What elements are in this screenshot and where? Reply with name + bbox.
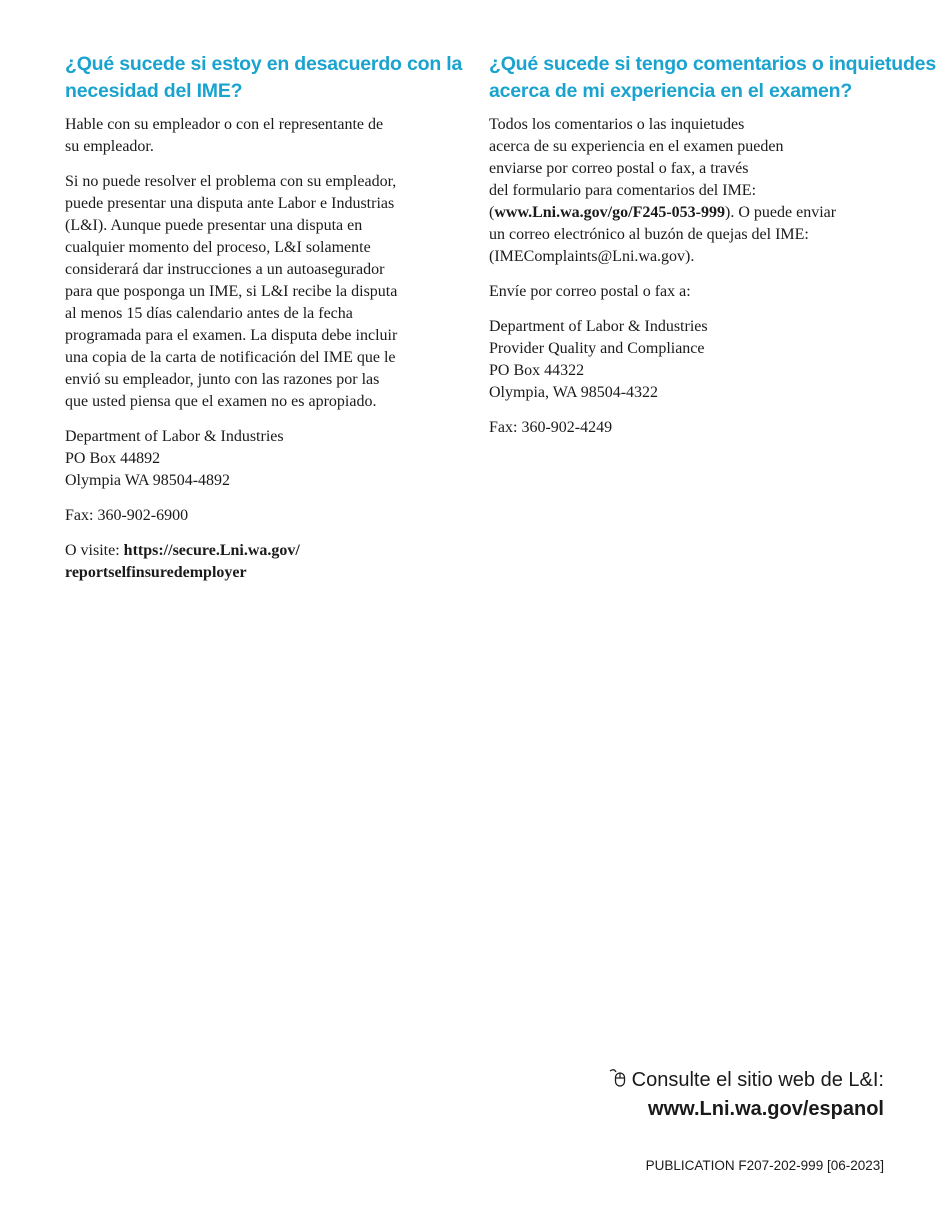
text-line: un correo electrónico al buzón de quejas del IME: — [489, 226, 809, 243]
text-line: enviarse por correo postal o fax, a través — [489, 160, 749, 177]
website-label-row — [608, 1067, 884, 1096]
mail-intro: Envíe por correo postal o fax a: — [489, 283, 691, 300]
website-url-link[interactable]: www.Lni.wa.gov/espanol — [648, 1098, 884, 1120]
heading-line: ¿Qué sucede si estoy en desacuerdo con la — [65, 53, 463, 75]
address-line: Olympia WA 98504-4892 — [65, 472, 231, 489]
address-line: Department of Labor & Industries — [489, 318, 708, 335]
website-label: Consulte el sitio web de L&I: — [631, 1069, 884, 1091]
publication-number: PUBLICATION F207-202-999 [06-2023] — [645, 1158, 884, 1173]
text-line: una copia de la carta de notificación del IME que le — [65, 349, 396, 366]
text-line: (L&I). Aunque puede presentar una disputa en — [65, 217, 363, 234]
website-callout — [608, 1067, 884, 1123]
text-line: puede presentar una disputa ante Labor e Industrias — [65, 195, 395, 212]
disagree-heading — [65, 51, 465, 105]
talk-to-employer-paragraph — [65, 114, 465, 158]
heading-line: necesidad del IME? — [65, 80, 243, 102]
visit-line — [65, 540, 465, 562]
text-line: para que posponga un IME, si L&I recibe la disputa — [65, 283, 398, 300]
visit-prefix: O visite: — [65, 542, 124, 559]
text-line: acerca de su experiencia en el examen pueden — [489, 138, 784, 155]
text-line: considerará dar instrucciones a un autoasegurador — [65, 261, 385, 278]
text-line: su empleador. — [65, 138, 154, 155]
address-line: Olympia, WA 98504-4322 — [489, 384, 659, 401]
fax-number: Fax: 360-902-4249 — [489, 419, 613, 436]
mouse-icon — [608, 1068, 628, 1096]
paren-open: ( — [489, 204, 495, 221]
text-line: programada para el examen. La disputa debe incluir — [65, 327, 398, 344]
left-column — [65, 51, 465, 597]
address-line: Department of Labor & Industries — [65, 428, 284, 445]
comments-heading — [489, 51, 936, 105]
text-line: que usted piensa que el examen no es apropiado. — [65, 393, 377, 410]
comments-paragraph — [489, 114, 889, 268]
report-url-link[interactable]: https://secure.Lni.wa.gov/ — [123, 542, 300, 559]
text-line: Hable con su empleador o con el representante de — [65, 116, 384, 133]
address-line: PO Box 44322 — [489, 362, 585, 379]
text-line: Si no puede resolver el problema con su empleador, — [65, 173, 397, 190]
heading-line: ¿Qué sucede si tengo comentarios o inquietudes — [489, 53, 936, 75]
visit-line — [65, 562, 465, 584]
address-line: Provider Quality and Compliance — [489, 340, 705, 357]
text-line: Todos los comentarios o las inquietudes — [489, 116, 745, 133]
heading-line: acerca de mi experiencia en el examen? — [489, 80, 853, 102]
report-url-link[interactable]: reportselfinsuredemployer — [65, 564, 247, 581]
right-column — [489, 51, 936, 452]
visit-paragraph — [65, 540, 465, 584]
fax-number: Fax: 360-902-6900 — [65, 507, 189, 524]
mailing-address — [489, 316, 889, 404]
text-line: cualquier momento del proceso, L&I solamente — [65, 239, 371, 256]
text-line: al menos 15 días calendario antes de la fecha — [65, 305, 353, 322]
text-line: (IMEComplaints@Lni.wa.gov). — [489, 248, 695, 265]
text-after-link: ). O puede enviar — [725, 204, 837, 221]
dispute-paragraph — [65, 171, 465, 413]
text-line — [489, 202, 889, 224]
address-line: PO Box 44892 — [65, 450, 161, 467]
text-line: envió su empleador, junto con las razones por las — [65, 371, 380, 388]
feedback-form-link[interactable]: www.Lni.wa.gov/go/F245-053-999 — [494, 204, 725, 221]
mailing-address — [65, 426, 465, 492]
text-line: del formulario para comentarios del IME: — [489, 182, 757, 199]
